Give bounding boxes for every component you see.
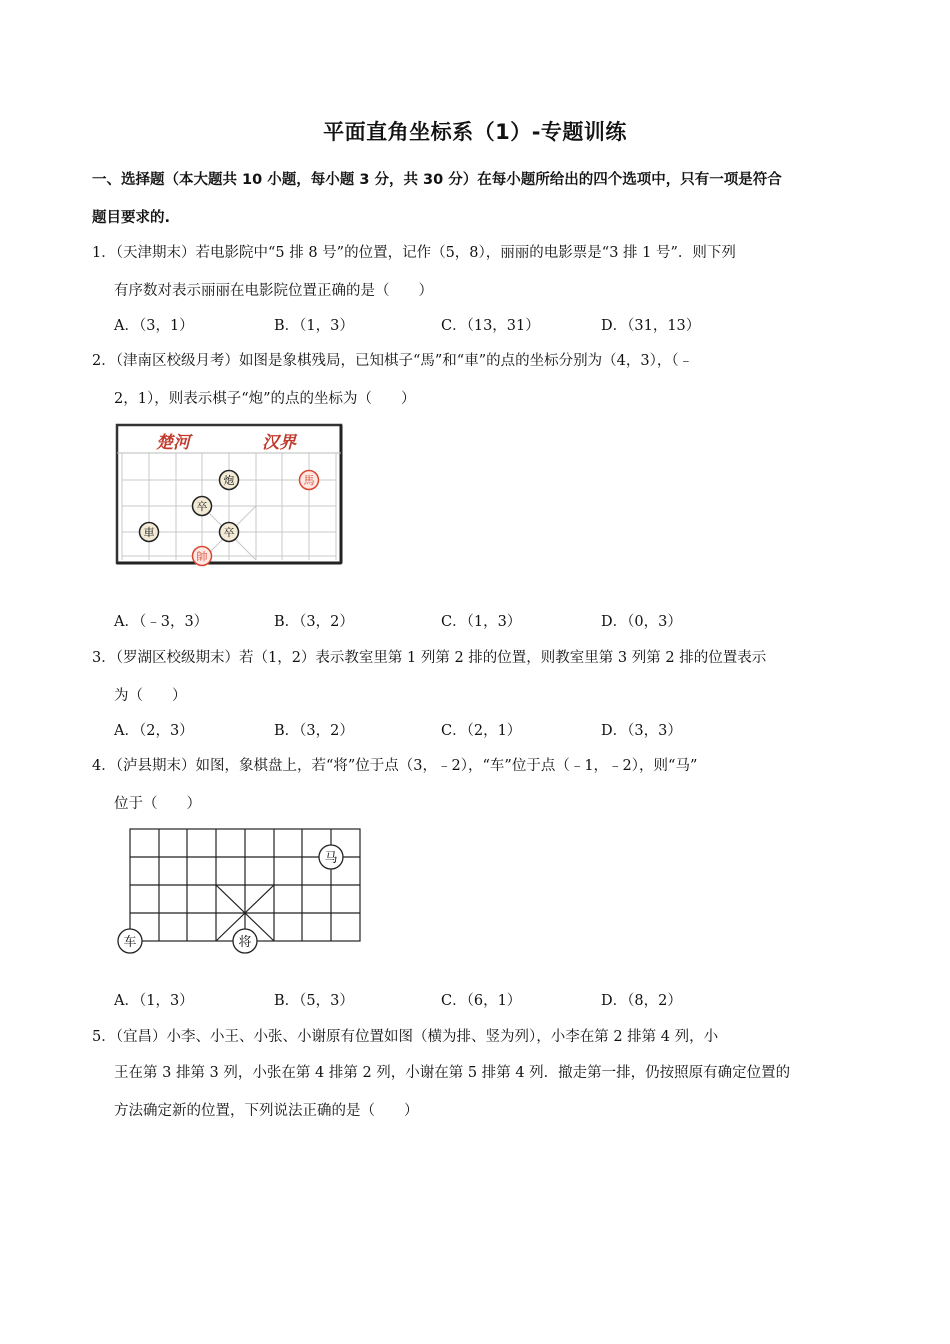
q2-option-a: A．（﹣3，3） bbox=[114, 614, 209, 630]
q3-stem-line2: 为（ ） bbox=[114, 688, 187, 704]
svg-text:车: 车 bbox=[123, 935, 137, 950]
q3-stem-line1: 3．（罗湖区校级期末）若（1，2）表示教室里第 1 列第 2 排的位置，则教室里第 3 列第 2 排的位置表示 bbox=[92, 650, 767, 666]
svg-text:馬: 馬 bbox=[303, 474, 315, 487]
q2-chess-figure bbox=[114, 422, 344, 568]
banner-chuhe: 楚河 bbox=[156, 433, 190, 453]
q2-stem-line2: 2，1），则表示棋子“炮”的点的坐标为（ ） bbox=[114, 391, 416, 407]
piece-shuai bbox=[193, 547, 212, 566]
q2-option-d: D．（0，3） bbox=[601, 614, 682, 630]
q2-option-b: B．（3，2） bbox=[274, 614, 354, 630]
section-header-line1: 一、选择题（本大题共 10 小题，每小题 3 分，共 30 分）在每小题所给出的四个选项中，只有一项是符合 bbox=[92, 172, 782, 188]
svg-text:卒: 卒 bbox=[196, 500, 208, 513]
piece-ma bbox=[319, 845, 343, 869]
q4-stem-line2: 位于（ ） bbox=[114, 796, 201, 812]
q5-stem-line2: 王在第 3 排第 3 列，小张在第 4 排第 2 列，小谢在第 5 排第 4 列．撤走第一排，仍按照原有确定位置的 bbox=[114, 1065, 791, 1081]
q4-option-a: A．（1，3） bbox=[114, 993, 194, 1009]
piece-pao bbox=[220, 471, 239, 490]
piece-zu-lower bbox=[220, 523, 239, 542]
q1-stem-line1: 1．（天津期末）若电影院中“5 排 8 号”的位置，记作（5，8），丽丽的电影票是“3 排 1 号”．则下列 bbox=[92, 245, 736, 261]
svg-text:将: 将 bbox=[238, 935, 252, 950]
piece-zu-upper bbox=[193, 497, 212, 516]
banner-hanjie: 汉界 bbox=[262, 433, 296, 453]
piece-ju bbox=[118, 929, 142, 953]
section-header-line2: 题目要求的. bbox=[92, 210, 171, 226]
svg-text:马: 马 bbox=[324, 851, 338, 866]
q4-option-c: C．（6，1） bbox=[441, 993, 522, 1009]
q3-option-c: C．（2，1） bbox=[441, 723, 522, 739]
svg-text:炮: 炮 bbox=[223, 474, 235, 487]
piece-ju bbox=[140, 523, 159, 542]
q1-option-a: A．（3，1） bbox=[114, 318, 194, 334]
q2-stem-line1: 2．（津南区校级月考）如图是象棋残局，已知棋子“馬”和“車”的点的坐标分别为（4，3），（﹣ bbox=[92, 353, 694, 369]
q2-option-c: C．（1，3） bbox=[441, 614, 522, 630]
q5-stem-line3: 方法确定新的位置，下列说法正确的是（ ） bbox=[114, 1103, 419, 1119]
svg-text:帥: 帥 bbox=[196, 550, 208, 563]
q1-option-c: C．（13，31） bbox=[441, 318, 540, 334]
svg-text:卒: 卒 bbox=[223, 526, 235, 539]
piece-jiang bbox=[233, 929, 257, 953]
q3-option-b: B．（3，2） bbox=[274, 723, 354, 739]
q4-option-d: D．（8，2） bbox=[601, 993, 682, 1009]
page-title: 平面直角坐标系（1）-专题训练 bbox=[323, 120, 627, 144]
q1-option-b: B．（1，3） bbox=[274, 318, 354, 334]
q5-stem-line1: 5．（宜昌）小李、小王、小张、小谢原有位置如图（横为排、竖为列），小李在第 2 排第 4 列，小 bbox=[92, 1029, 719, 1045]
piece-ma bbox=[300, 471, 319, 490]
svg-text:車: 車 bbox=[143, 526, 155, 539]
q1-option-d: D．（31，13） bbox=[601, 318, 701, 334]
q4-option-b: B．（5，3） bbox=[274, 993, 354, 1009]
q3-option-d: D．（3，3） bbox=[601, 723, 682, 739]
q1-stem-line2: 有序数对表示丽丽在电影院位置正确的是（ ） bbox=[114, 283, 433, 299]
q4-chess-figure bbox=[114, 822, 366, 958]
q4-stem-line1: 4．（泸县期末）如图，象棋盘上，若“将”位于点（3，﹣2），“车”位于点（﹣1，﹣2），则“马” bbox=[92, 758, 698, 774]
q3-option-a: A．（2，3） bbox=[114, 723, 194, 739]
